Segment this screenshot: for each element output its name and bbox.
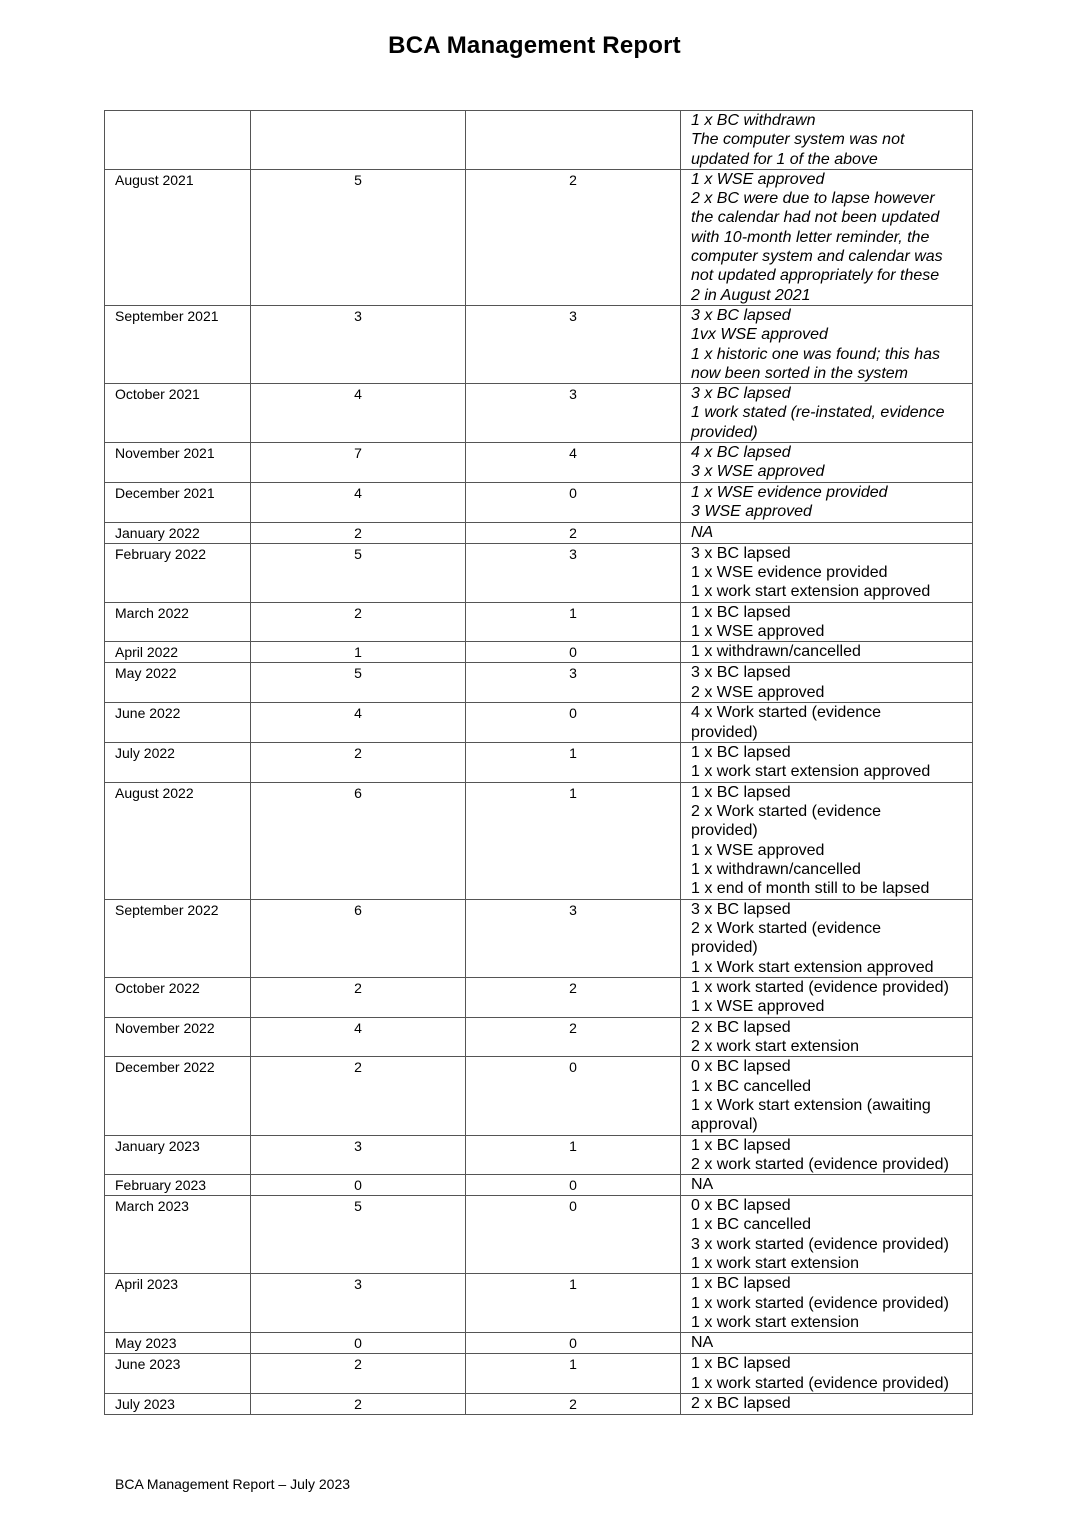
count-cell-2: 3 [466, 305, 681, 383]
table-row [105, 1354, 973, 1394]
month-cell: October 2021 [105, 384, 251, 443]
report-table-body [105, 111, 973, 1415]
note-line: 2 in August 2021 [691, 286, 811, 304]
table-row [105, 1274, 973, 1333]
notes-cell [681, 1354, 973, 1394]
note-line: 4 x Work started (evidence [691, 704, 882, 722]
count-cell-1: 4 [251, 703, 466, 743]
note-line: NA [691, 523, 714, 541]
count-cell-1: 3 [251, 1135, 466, 1175]
count-cell-2: 1 [466, 1354, 681, 1394]
note-line: 2 x work started (evidence provided) [691, 1155, 949, 1173]
count-cell-2: 1 [466, 1135, 681, 1175]
month-cell: March 2022 [105, 602, 251, 642]
table-row [105, 522, 973, 543]
month-cell: July 2022 [105, 742, 251, 782]
note-line: 2 x BC lapsed [691, 1018, 791, 1036]
note-line: 1 x BC lapsed [691, 743, 791, 761]
month-cell: March 2023 [105, 1196, 251, 1274]
note-line: provided) [691, 423, 758, 441]
count-cell-1: 5 [251, 169, 466, 305]
count-cell-1: 4 [251, 384, 466, 443]
notes-cell [681, 1017, 973, 1057]
note-line: 2 x Work started (evidence [691, 803, 882, 821]
table-row [105, 1135, 973, 1175]
month-cell: July 2023 [105, 1393, 251, 1414]
count-cell-1: 0 [251, 1175, 466, 1196]
notes-cell [681, 1135, 973, 1175]
table-row [105, 1017, 973, 1057]
note-line: 1 work stated (re-instated, evidence [691, 404, 945, 422]
count-cell-1 [251, 111, 466, 170]
count-cell-2: 0 [466, 642, 681, 663]
count-cell-1: 6 [251, 782, 466, 899]
count-cell-1: 4 [251, 1017, 466, 1057]
note-line: 1 x WSE approved [691, 841, 825, 859]
table-row [105, 977, 973, 1017]
table-row [105, 703, 973, 743]
count-cell-1: 2 [251, 977, 466, 1017]
month-cell: January 2023 [105, 1135, 251, 1175]
count-cell-1: 2 [251, 522, 466, 543]
note-line: 1 x work start extension approved [691, 763, 931, 781]
count-cell-2: 2 [466, 1393, 681, 1414]
note-line: 1 x BC cancelled [691, 1216, 812, 1234]
note-line: 1 x BC withdrawn [691, 112, 816, 129]
month-cell: September 2022 [105, 899, 251, 977]
count-cell-2: 3 [466, 543, 681, 602]
notes-cell [681, 663, 973, 703]
note-line: 2 x WSE approved [691, 683, 825, 701]
note-line: provided) [691, 723, 758, 741]
note-line: 3 WSE approved [691, 503, 812, 521]
table-row [105, 1196, 973, 1274]
notes-cell [681, 543, 973, 602]
note-line: 3 x BC lapsed [691, 664, 791, 682]
count-cell-2: 0 [466, 703, 681, 743]
count-cell-2: 2 [466, 169, 681, 305]
note-line: 1 x BC lapsed [691, 1136, 791, 1154]
table-row [105, 742, 973, 782]
note-line: 1 x BC lapsed [691, 783, 791, 801]
notes-cell [681, 782, 973, 899]
month-cell: November 2021 [105, 443, 251, 483]
count-cell-1: 3 [251, 1274, 466, 1333]
note-line: 3 x BC lapsed [691, 544, 791, 562]
note-line: 1 x Work start extension (awaiting [691, 1096, 931, 1114]
note-line: 2 x BC lapsed [691, 1394, 791, 1412]
count-cell-2: 0 [466, 483, 681, 523]
notes-cell [681, 1393, 973, 1414]
note-line: 1 x historic one was found; this has [691, 345, 941, 363]
note-line: the calendar had not been updated [691, 209, 940, 227]
notes-cell [681, 384, 973, 443]
note-line: computer system and calendar was [691, 248, 943, 266]
table-row [105, 483, 973, 523]
note-line: 0 x BC lapsed [691, 1058, 791, 1076]
note-line: 1 x WSE evidence provided [691, 484, 888, 502]
note-line: 1 x WSE evidence provided [691, 563, 888, 581]
month-cell: June 2022 [105, 703, 251, 743]
note-line: 1 x work start extension [691, 1313, 860, 1331]
month-cell: February 2023 [105, 1175, 251, 1196]
note-line: 3 x BC lapsed [691, 385, 791, 403]
table-row [105, 169, 973, 305]
notes-cell [681, 703, 973, 743]
table-row [105, 899, 973, 977]
notes-cell [681, 443, 973, 483]
table-row [105, 663, 973, 703]
count-cell-1: 2 [251, 742, 466, 782]
count-cell-2: 1 [466, 1274, 681, 1333]
note-line: 1 x work start extension [691, 1255, 860, 1273]
note-line: 2 x Work started (evidence [691, 919, 882, 937]
note-line: 3 x work started (evidence provided) [691, 1235, 949, 1253]
count-cell-1: 2 [251, 602, 466, 642]
month-cell: December 2022 [105, 1057, 251, 1135]
month-cell: December 2021 [105, 483, 251, 523]
note-line: 1 x WSE approved [691, 170, 825, 188]
count-cell-1: 1 [251, 642, 466, 663]
table-row [105, 305, 973, 383]
note-line: 1 x BC lapsed [691, 603, 791, 621]
table-row [105, 543, 973, 602]
note-line: 0 x BC lapsed [691, 1197, 791, 1215]
count-cell-2: 3 [466, 663, 681, 703]
notes-cell [681, 111, 973, 170]
count-cell-1: 2 [251, 1057, 466, 1135]
note-line: The computer system was not [691, 131, 905, 149]
count-cell-1: 5 [251, 543, 466, 602]
count-cell-2: 1 [466, 782, 681, 899]
count-cell-2: 1 [466, 742, 681, 782]
count-cell-1: 2 [251, 1354, 466, 1394]
count-cell-2: 0 [466, 1057, 681, 1135]
note-line: 2 x work start extension [691, 1038, 860, 1056]
count-cell-2: 3 [466, 384, 681, 443]
note-line: not updated appropriately for these [691, 267, 940, 285]
month-cell: February 2022 [105, 543, 251, 602]
note-line: updated for 1 of the above [691, 150, 878, 168]
note-line: 1 x work start extension approved [691, 583, 931, 601]
note-line: 2 x BC were due to lapse however [691, 190, 935, 208]
count-cell-2: 0 [466, 1196, 681, 1274]
note-line: 4 x BC lapsed [691, 444, 791, 462]
month-cell: August 2022 [105, 782, 251, 899]
notes-cell [681, 1196, 973, 1274]
note-line: 1 x BC cancelled [691, 1077, 812, 1095]
notes-cell [681, 1333, 973, 1354]
table-row [105, 602, 973, 642]
note-line: 1 x work started (evidence provided) [691, 1294, 949, 1312]
notes-cell [681, 899, 973, 977]
notes-cell [681, 742, 973, 782]
table-row [105, 642, 973, 663]
note-line: NA [691, 1334, 714, 1352]
month-cell: April 2022 [105, 642, 251, 663]
note-line: 3 x BC lapsed [691, 900, 791, 918]
table-row [105, 1057, 973, 1135]
table-row [105, 1175, 973, 1196]
note-line: 1vx WSE approved [691, 326, 828, 344]
note-line: 1 x work started (evidence provided) [691, 1374, 949, 1392]
month-cell: September 2021 [105, 305, 251, 383]
month-cell: May 2022 [105, 663, 251, 703]
notes-cell [681, 1057, 973, 1135]
month-cell: June 2023 [105, 1354, 251, 1394]
note-line: 1 x withdrawn/cancelled [691, 861, 861, 879]
month-cell: August 2021 [105, 169, 251, 305]
count-cell-2: 1 [466, 602, 681, 642]
notes-cell [681, 642, 973, 663]
notes-cell [681, 602, 973, 642]
count-cell-1: 7 [251, 443, 466, 483]
note-line: 1 x WSE approved [691, 998, 825, 1016]
note-line: provided) [691, 939, 758, 957]
count-cell-2: 4 [466, 443, 681, 483]
table-row [105, 1393, 973, 1414]
table-row [105, 443, 973, 483]
count-cell-2: 2 [466, 522, 681, 543]
count-cell-1: 3 [251, 305, 466, 383]
month-cell: May 2023 [105, 1333, 251, 1354]
note-line: with 10-month letter reminder, the [691, 228, 930, 246]
notes-cell [681, 977, 973, 1017]
table-row [105, 111, 973, 170]
note-line: 1 x BC lapsed [691, 1355, 791, 1373]
month-cell: October 2022 [105, 977, 251, 1017]
note-line: 3 x WSE approved [691, 463, 825, 481]
note-line: 1 x end of month still to be lapsed [691, 880, 930, 898]
notes-cell [681, 305, 973, 383]
notes-cell [681, 483, 973, 523]
count-cell-2 [466, 111, 681, 170]
notes-cell [681, 1175, 973, 1196]
note-line: 1 x work started (evidence provided) [691, 978, 949, 996]
month-cell: April 2023 [105, 1274, 251, 1333]
notes-cell [681, 1274, 973, 1333]
note-line: 1 x Work start extension approved [691, 958, 934, 976]
note-line: NA [691, 1176, 714, 1194]
page-footer: BCA Management Report – July 2023 [115, 1476, 351, 1492]
notes-cell [681, 522, 973, 543]
note-line: 1 x BC lapsed [691, 1275, 791, 1293]
note-line: 3 x BC lapsed [691, 306, 791, 324]
table-row [105, 1333, 973, 1354]
note-line: approval) [691, 1116, 758, 1134]
notes-cell [681, 169, 973, 305]
count-cell-1: 4 [251, 483, 466, 523]
count-cell-2: 0 [466, 1175, 681, 1196]
page-title: BCA Management Report [388, 32, 681, 59]
month-cell: January 2022 [105, 522, 251, 543]
count-cell-1: 5 [251, 1196, 466, 1274]
count-cell-2: 2 [466, 977, 681, 1017]
count-cell-2: 0 [466, 1333, 681, 1354]
note-line: provided) [691, 822, 758, 840]
note-line: 1 x withdrawn/cancelled [691, 643, 861, 661]
report-table [104, 110, 973, 1415]
count-cell-1: 2 [251, 1393, 466, 1414]
count-cell-2: 3 [466, 899, 681, 977]
note-line: now been sorted in the system [691, 364, 909, 382]
count-cell-1: 6 [251, 899, 466, 977]
note-line: 1 x WSE approved [691, 622, 825, 640]
count-cell-2: 2 [466, 1017, 681, 1057]
count-cell-1: 0 [251, 1333, 466, 1354]
count-cell-1: 5 [251, 663, 466, 703]
table-row [105, 782, 973, 899]
month-cell: November 2022 [105, 1017, 251, 1057]
month-cell [105, 111, 251, 170]
table-row [105, 384, 973, 443]
